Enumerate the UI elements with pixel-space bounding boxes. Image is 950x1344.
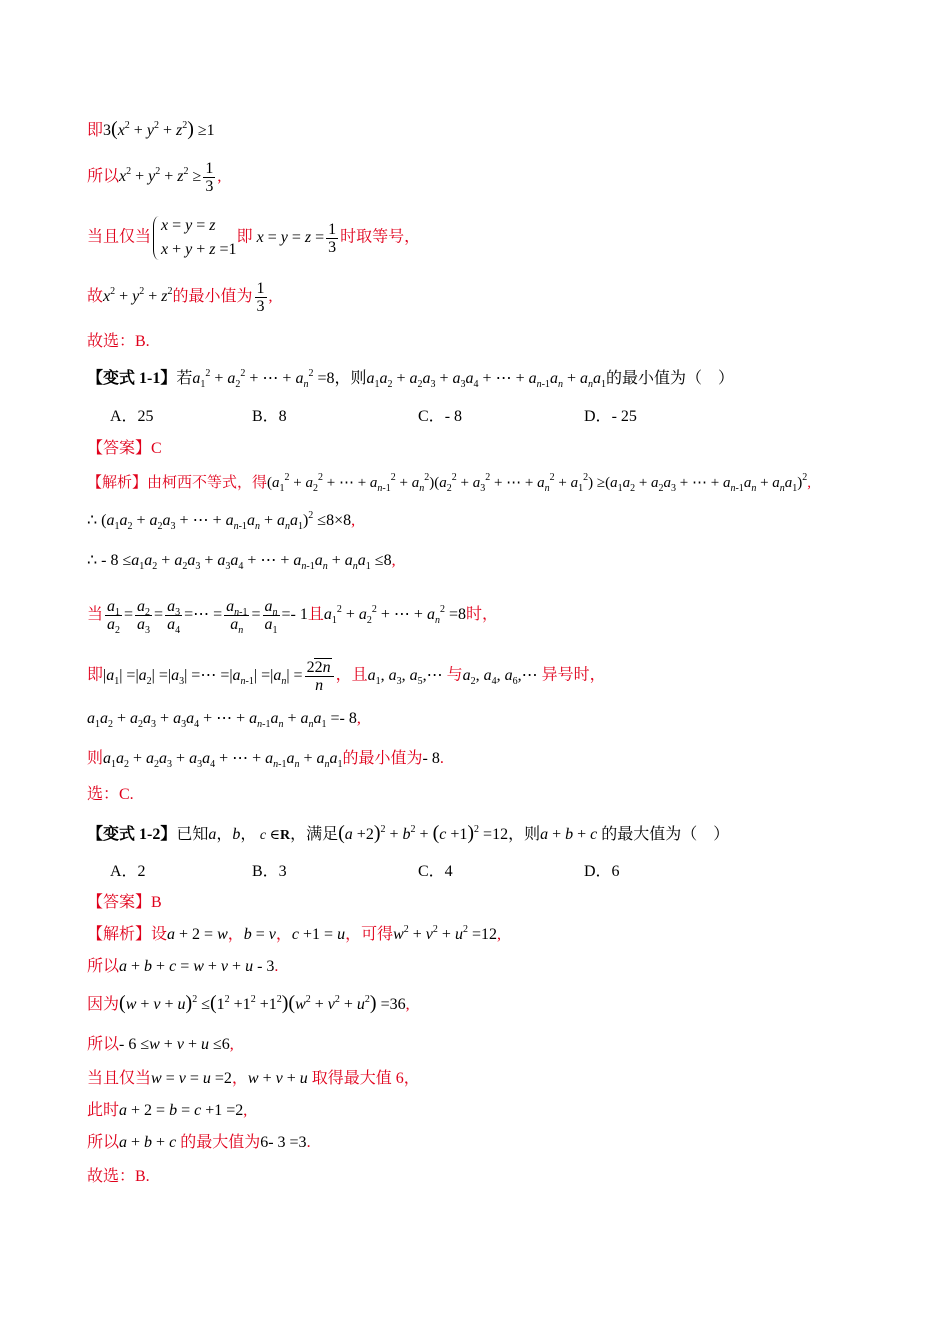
option-a[interactable]: A．25	[110, 408, 154, 425]
solution-line-2: 所以$x^2 + y^2 + z^2$ ≥ $\frac{1}{3}$ ,	[87, 160, 222, 195]
analysis-line-7: 所以a + b + c 的最大值为6- 3 =3.	[87, 1134, 311, 1151]
analysis-line-3: ∴ - $8 \le a_1a_2 + a_2a_3 + a_3a_4$ + ⋯ + $a_{n-1}a_n + a_na_1 \le 8$,	[87, 552, 396, 572]
analysis-line-4: 当 $\frac{a_1}{a_2}$ = $\frac{a_2}{a_3}$ = $\frac{a_3}{a_4}$ =⋯ = $\frac{a_{n-1}}{a_n}$ = $\frac{a_n}{a_1}$ =- 1且$a_1^2 + a_2^2$ + ⋯ + $a_n^2 =8$时，	[87, 598, 498, 636]
option-d[interactable]: D．6	[584, 863, 620, 880]
analysis-line-2: 所以a + b + c = w + v + u - 3.	[87, 958, 279, 975]
option-a[interactable]: A．2	[110, 863, 146, 880]
analysis-line-7: 则$a_1a_2 + a_2a_3 + a_3a_4$ + ⋯ + $a_{n-1}a_n + a_na_1$的最小值为- 8.	[87, 750, 444, 770]
analysis-line-5: 即$|a_1| =|a_2| =|a_3|$ =⋯ $=|a_{n-1}| =|a_n|$ = $\frac{22n}{n}$ ，且$a_1$, $a_3$, $a_5,\cdots$ 与$a_2$, $a_4$, $a_6,\cdots$ 异号时，	[87, 659, 606, 694]
analysis-line-6: 此时a + 2 = b = c +1 =2,	[87, 1102, 248, 1119]
solution-line-4: 故$x^2 + y^2 + z^2$的最小值为 $\frac{1}{3}$ ,	[87, 280, 273, 315]
analysis-line-6: $a_1a_2 + a_2a_3 + a_3a_4$ + ⋯ + $a_{n-1}a_n + a_na_1 =- 8$,	[87, 710, 361, 730]
option-d[interactable]: D．- 25	[584, 408, 637, 425]
question-tag: 【变式 1-2】	[87, 826, 177, 843]
equation-system: x = y = z x + y + z =1	[151, 214, 237, 262]
solution-line-5: 故选：B.	[87, 333, 150, 350]
answer-line: 【答案】C	[87, 440, 162, 457]
solution-line-1: 即$3(x^2 + y^2 + z^2) \ge 1$	[87, 118, 215, 140]
question-tag: 【变式 1-1】	[87, 370, 177, 387]
option-b[interactable]: B．3	[252, 863, 287, 880]
analysis-line-8: 故选：B.	[87, 1168, 150, 1185]
analysis-line-8: 选：C.	[87, 786, 134, 803]
analysis-line-3: 因为$(w + v + u)^2 \le(1^2 +1^2 +1^2)(w^2 + v^2 + u^2) =36$,	[87, 992, 410, 1014]
option-b[interactable]: B．8	[252, 408, 287, 425]
analysis-line-5: 当且仅当w = v = u =2，w + v + u 取得最大值 6，	[87, 1070, 420, 1087]
option-c[interactable]: C．- 8	[418, 408, 463, 425]
analysis-line-2: ∴ ($a_1a_2 + a_2a_3$ + ⋯ + $a_{n-1}a_n + a_na_1)^2 \le 8\times 8$,	[87, 510, 356, 532]
solution-line-3: 当且仅当 x = y = z x + y + z =1 即 x = y = z = $\frac{1}{3}$ 时取等号，	[87, 214, 420, 262]
question-1-1-stem: 【变式 1-1】若$a_1^2 + a_2^2$ + ⋯ + $a_n^2 =8$，则$a_1a_2 + a_2a_3 + a_3a_4$ + ⋯ + $a_{n-1}a_n + a_na_1$的最小值为（ ）	[87, 368, 734, 390]
analysis-line-1: 【解析】设a + 2 = w，b = v，c +1 = u，可得$w^2 + v^2 + u^2 =12$,	[87, 924, 501, 943]
answer-line: 【答案】B	[87, 894, 162, 911]
question-1-2-stem: 【变式 1-2】已知a，b， c ∈R，满足$(a +2)^2 + b^2 + (c +1)^2 =12$，则a + b + c 的最大值为（ ）	[87, 822, 730, 844]
option-c[interactable]: C．4	[418, 863, 453, 880]
analysis-line-1: 【解析】由柯西不等式，得($a_1^2 + a_2^2$ + ⋯ + $a_{n-1}^2 + a_n^2)(a_2^2 + a_3^2$ + ⋯ + $a_n^2 + a_1^2) \ge(a_1a_2 + a_2a_3$ + ⋯ + $a_{n-1}a_n + a_na_1)^2$,	[87, 472, 812, 494]
analysis-line-4: 所以- 6 ≤w + v + u ≤6,	[87, 1036, 234, 1053]
